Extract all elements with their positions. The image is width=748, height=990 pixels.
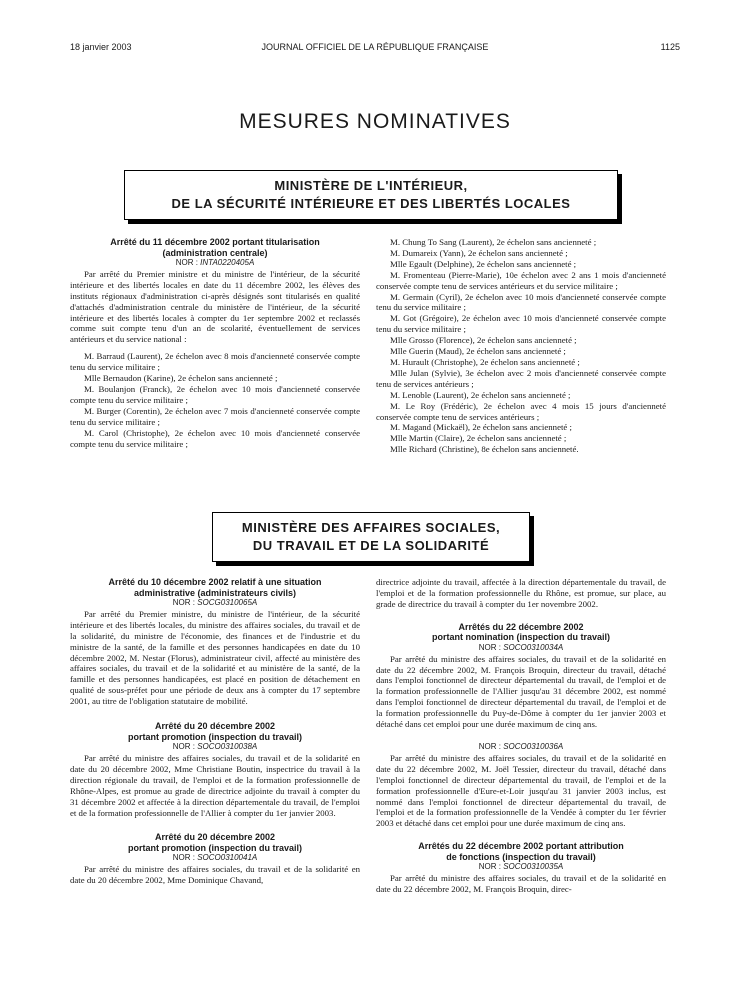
section1-right-column	[376, 237, 666, 455]
article-title: Arrêtés du 22 décembre 2002	[458, 621, 584, 632]
article-subtitle: administrative (administrateurs civils)	[133, 587, 297, 598]
page-title: MESURES NOMINATIVES	[239, 110, 511, 133]
ministry-heading-interieur	[124, 170, 618, 220]
section2-left-column	[70, 577, 360, 886]
paragraph: M. Burger (Corentin), 2e échelon avec 7 mois d'ancienneté conservée compte tenu du service militaire ;	[70, 405, 360, 427]
list-item: M. Lenoble (Laurent), 2e échelon sans ancienneté ;	[390, 389, 571, 400]
nor-reference	[70, 742, 360, 753]
paragraph: Par arrêté du ministre des affaires sociales, du travail et de la solidarité en date du 22 décembre 2002, M. François Broquin, direc-	[376, 873, 666, 895]
article-title: Arrêté du 20 décembre 2002	[154, 721, 276, 732]
article-title: Arrêté du 20 décembre 2002	[154, 832, 276, 843]
ministry-heading-line2: DE LA SÉCURITÉ INTÉRIEURE ET DES LIBERTÉS LOCALES	[171, 196, 571, 211]
list-item: Mlle Martin (Claire), 2e échelon sans ancienneté ;	[390, 433, 567, 444]
list-item: M. Fromenteau (Pierre-Marie), 10e échelon avec 2 ans 1 mois d'ancienneté conservée compte tenu de services antérieurs et du service militaire ;	[376, 269, 666, 291]
nor-code: SOCO0310036A	[503, 741, 564, 751]
nor-label: NOR :	[478, 741, 501, 751]
list-item: M. Got (Grégoire), 2e échelon avec 10 mois d'ancienneté conservée compte tenu du service militaire ;	[376, 313, 666, 335]
nor-reference	[70, 258, 360, 269]
article-subtitle: (administration centrale)	[162, 247, 268, 258]
article-title: Arrêté du 11 décembre 2002 portant titularisation	[110, 237, 320, 247]
paragraph: Par arrêté du ministre des affaires sociales, du travail et de la solidarité en date du 22 décembre 2002, M. François Broquin, directeur du travail, détaché dans l'emploi fonctionnel de directeur départemental du travail, de l'emploi et de la formation professionnelle de l'Allier jusqu'au 31 décembre 2002, est nommé dans l'emploi fonctionnel de directeur départemental du travail, de l'emploi et de la formation professionnelle du Puy-de-Dôme à compter du 1er janvier 2003 et détaché dans cet emploi pour une durée maximum de cinq ans.	[376, 653, 666, 730]
paragraph: Par arrêté du ministre des affaires sociales, du travail et de la solidarité en date du 20 décembre 2002, Mme Dominique Chavand,	[70, 864, 360, 886]
article-subtitle: portant promotion (inspection du travail)	[128, 842, 302, 853]
ministry-heading-line1: MINISTÈRE DES AFFAIRES SOCIALES,	[241, 520, 501, 535]
paragraph: Mlle Bernaudon (Karine), 2e échelon sans ancienneté ;	[84, 373, 278, 384]
paragraph: Par arrêté du ministre des affaires sociales, du travail et de la solidarité en date du 22 décembre 2002, M. Joël Tessier, directeur du travail, détaché dans l'emploi fonctionnel de directeur départemental du travail, de l'emploi et de la formation professionnelle d'Eure-et-Loir jusqu'au 31 janvier 2003 inclus, est nommé dans l'emploi fonctionnel de directeur départemental du travail, de l'emploi et de la formation professionnelle de la Vendée à compter du 1er février 2003 et détaché dans cet emploi pour une durée maximum de cinq ans.	[376, 752, 666, 829]
header-date: 18 janvier 2003	[70, 42, 132, 52]
nor-code: SOCO0310035A	[503, 862, 564, 872]
paragraph: Par arrêté du Premier ministre et du ministre de l'intérieur, de la sécurité intérieure et des libertés locales en date du 11 décembre 2002, les élèves des instituts régionaux d'administration ci-après désignés sont titularisés en qualité d'attachés d'administration centrale du ministère de l'intérieur, de la sécurité intérieure et des libertés locales à compter du 1er septembre 2002 et reclassés comme suit compte tenu d'un an de scolarité, éventuellement de services antérieurs et du service national :	[70, 268, 360, 345]
list-item: Mlle Grosso (Florence), 2e échelon sans ancienneté ;	[390, 335, 577, 346]
paragraph: Par arrêté du ministre des affaires sociales, du travail et de la solidarité en date du 20 décembre 2002, Mme Christiane Boutin, inspectrice du travail à la direction régionale du travail, de l'emploi et de la formation professionnelle de Rhône-Alpes, est promue au grade de directrice adjointe du travail à compter du 31 décembre 2002 et affectée à la direction départementale du travail, de l'emploi et de la formation professionnelle de l'Allier à compter du 1er janvier 2003.	[70, 752, 360, 818]
paragraph: M. Boulanjon (Franck), 2e échelon avec 10 mois d'ancienneté conservée compte tenu du service militaire ;	[70, 383, 360, 405]
list-item: Mlle Egault (Delphine), 2e échelon sans ancienneté ;	[390, 258, 577, 269]
list-item: Mlle Julan (Sylvie), 3e échelon avec 2 mois d'ancienneté conservée compte tenu de services antérieurs ;	[376, 367, 666, 389]
article-title: Arrêté du 10 décembre 2002 relatif à une situation	[108, 577, 322, 587]
article-subtitle: de fonctions (inspection du travail)	[446, 851, 596, 862]
list-item: M. Hurault (Christophe), 2e échelon sans ancienneté ;	[390, 356, 580, 367]
list-item: M. Germain (Cyril), 2e échelon avec 10 mois d'ancienneté conservée compte tenu du service militaire ;	[376, 291, 666, 313]
section2-right-column	[376, 577, 666, 895]
article-subtitle: portant nomination (inspection du travail)	[431, 632, 610, 643]
list-item: Mlle Richard (Christine), 8e échelon sans ancienneté.	[390, 444, 579, 455]
list-item: M. Dumareix (Yann), 2e échelon sans ancienneté ;	[390, 247, 568, 258]
nor-label: NOR :	[172, 598, 195, 607]
article-title: Arrêtés du 22 décembre 2002 portant attribution	[418, 841, 624, 852]
nor-reference	[70, 598, 360, 609]
paragraph: M. Barraud (Laurent), 2e échelon avec 8 mois d'ancienneté conservée compte tenu du service militaire ;	[70, 351, 360, 373]
list-item: Mlle Guerin (Maud), 2e échelon sans ancienneté ;	[390, 346, 566, 357]
header-journal-title: JOURNAL OFFICIEL DE LA RÉPUBLIQUE FRANÇAISE	[261, 42, 489, 52]
list-item: M. Le Roy (Frédéric), 2e échelon avec 4 mois 15 jours d'ancienneté conservée compte tenu de services antérieurs ;	[376, 400, 666, 422]
nor-code: SOCO0310034A	[503, 642, 564, 652]
nor-code: SOCG0310065A	[197, 598, 258, 607]
nor-reference	[376, 742, 666, 753]
list-item: M. Magand (Mickaël), 2e échelon sans ancienneté ;	[390, 422, 572, 433]
ministry-heading-line1: MINISTÈRE DE L'INTÉRIEUR,	[274, 178, 468, 193]
header-page-number: 1125	[660, 42, 680, 52]
paragraph-continued: directrice adjointe du travail, affectée à la direction départementale du travail, de l'emploi et de la formation professionnelle du Rhône, est promue, sur place, au grade de directrice du travail à compter du 1er novembre 2002.	[376, 577, 666, 609]
nor-code: INTA0220405A	[200, 258, 255, 267]
paragraph: M. Carol (Christophe), 2e échelon avec 10 mois d'ancienneté conservée compte tenu du service militaire ;	[70, 427, 360, 449]
nor-code: SOCO0310041A	[197, 853, 258, 863]
nor-label: NOR :	[478, 642, 501, 652]
ministry-heading-line2: DU TRAVAIL ET DE LA SOLIDARITÉ	[252, 538, 490, 553]
nor-reference	[376, 643, 666, 654]
nor-reference	[376, 862, 666, 873]
nor-label: NOR :	[175, 258, 198, 267]
nor-label: NOR :	[172, 742, 195, 752]
list-item: M. Chung To Sang (Laurent), 2e échelon sans ancienneté ;	[390, 237, 597, 247]
nor-reference	[70, 853, 360, 864]
section1-left-column	[70, 237, 360, 449]
paragraph: Par arrêté du Premier ministre, du ministre de l'intérieur, de la sécurité intérieure et des libertés locales, du ministre des affaires sociales, du travail et de la solidarité, du ministre de l'économie, des finances et de l'industrie et du ministre de la santé, de la famille et des personnes handicapées en date du 10 décembre 2002, M. Nestar (Florus), administrateur civil, affecté au ministère des affaires sociales, du travail et de la solidarité et au ministère de la santé, de la famille et des personnes handicapées, est placé en position de détachement en qualité de sous-préfet pour une période de deux ans à compter du 17 septembre 2001, au titre de l'obligation statutaire de mobilité.	[70, 608, 360, 707]
nor-label: NOR :	[478, 862, 501, 872]
ministry-heading-affaires-sociales	[212, 512, 530, 562]
nor-code: SOCO0310038A	[197, 742, 258, 752]
article-subtitle: portant promotion (inspection du travail)	[128, 731, 302, 742]
nor-label: NOR :	[172, 853, 195, 863]
